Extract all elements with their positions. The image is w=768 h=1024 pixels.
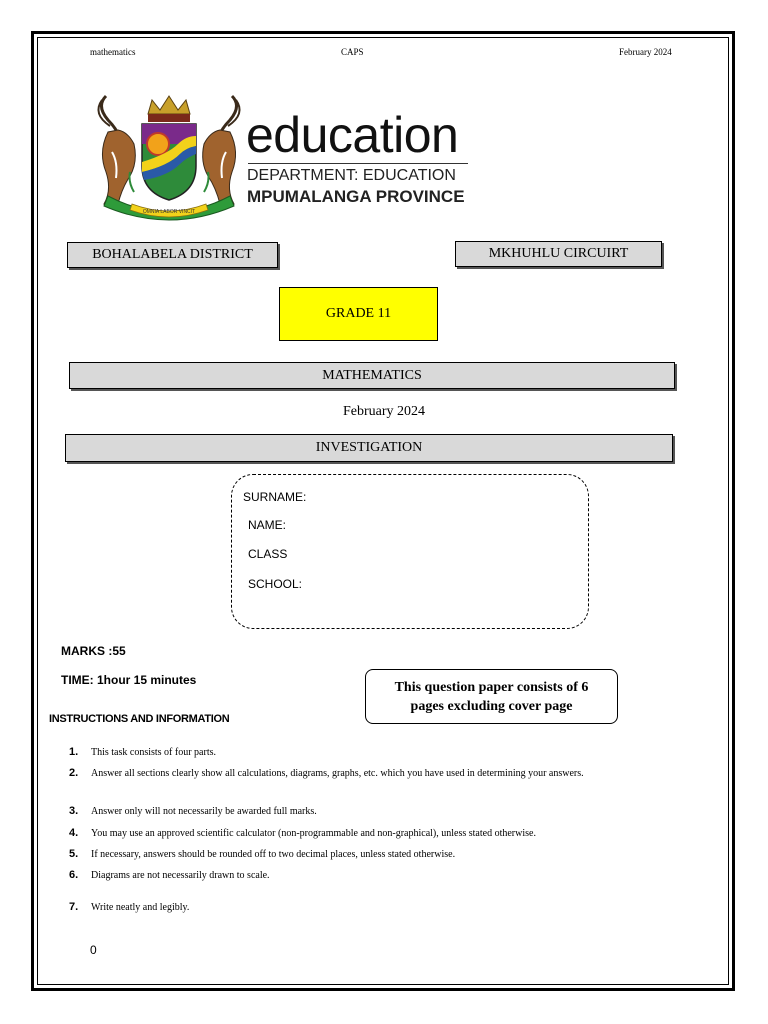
- subject-banner: MATHEMATICS: [69, 362, 675, 389]
- instructions-heading: INSTRUCTIONS AND INFORMATION: [49, 713, 230, 725]
- instruction-text: You may use an approved scientific calculator (non-programmable and non-graphical), unless stated otherwise.: [91, 828, 536, 839]
- instruction-item: [69, 826, 669, 841]
- exam-date: February 2024: [342, 404, 426, 419]
- grade-box: GRADE 11: [279, 287, 438, 341]
- circuit-box: MKHUHLU CIRCUIRT: [455, 241, 662, 267]
- instruction-number: 1.: [69, 746, 79, 758]
- instruction-text: Diagrams are not necessarily drawn to scale.: [91, 870, 270, 881]
- instruction-item: [69, 766, 669, 781]
- instruction-text: Answer all sections clearly show all calculations, diagrams, graphs, etc. which you have used in determining your answers.: [91, 768, 584, 779]
- page-number: 0: [90, 943, 97, 957]
- marks-text: MARKS :55: [61, 644, 126, 658]
- instruction-number: 5.: [69, 848, 79, 860]
- header-date: February 2024: [619, 47, 672, 57]
- surname-label: SURNAME:: [243, 490, 307, 504]
- instruction-number: 4.: [69, 827, 79, 839]
- name-label: NAME:: [248, 518, 287, 532]
- instruction-item: [69, 868, 669, 883]
- header-subject: mathematics: [90, 47, 136, 57]
- school-label: SCHOOL:: [248, 577, 303, 591]
- header-curriculum: CAPS: [341, 47, 364, 57]
- instruction-text: Write neatly and legibly.: [91, 902, 190, 913]
- instruction-item: [69, 745, 669, 760]
- instruction-number: 6.: [69, 869, 79, 881]
- class-label: CLASS: [248, 547, 288, 561]
- instruction-text: This task consists of four parts.: [91, 747, 216, 758]
- instruction-text: If necessary, answers should be rounded off to two decimal places, unless stated otherwise.: [91, 849, 456, 860]
- logo-department: DEPARTMENT: EDUCATION: [247, 167, 456, 184]
- instruction-number: 3.: [69, 805, 79, 817]
- logo-rule: [248, 163, 468, 164]
- instruction-item: [69, 804, 669, 819]
- task-banner: INVESTIGATION: [65, 434, 673, 462]
- coat-of-arms-logo: [88, 92, 250, 222]
- instruction-item: [69, 847, 669, 862]
- instruction-number: 7.: [69, 901, 79, 913]
- time-text: TIME: 1hour 15 minutes: [61, 673, 197, 687]
- logo-wordmark: education: [246, 107, 459, 163]
- district-box: BOHALABELA DISTRICT: [67, 242, 278, 268]
- instruction-item: [69, 900, 669, 915]
- instruction-number: 2.: [69, 767, 79, 779]
- logo-province: MPUMALANGA PROVINCE: [247, 187, 465, 206]
- logo-motto: OMNIA LABOR VINCIT: [142, 209, 196, 215]
- pages-note-box: This question paper consists of 6 pages excluding cover page: [365, 669, 618, 724]
- instruction-text: Answer only will not necessarily be awarded full marks.: [91, 806, 317, 817]
